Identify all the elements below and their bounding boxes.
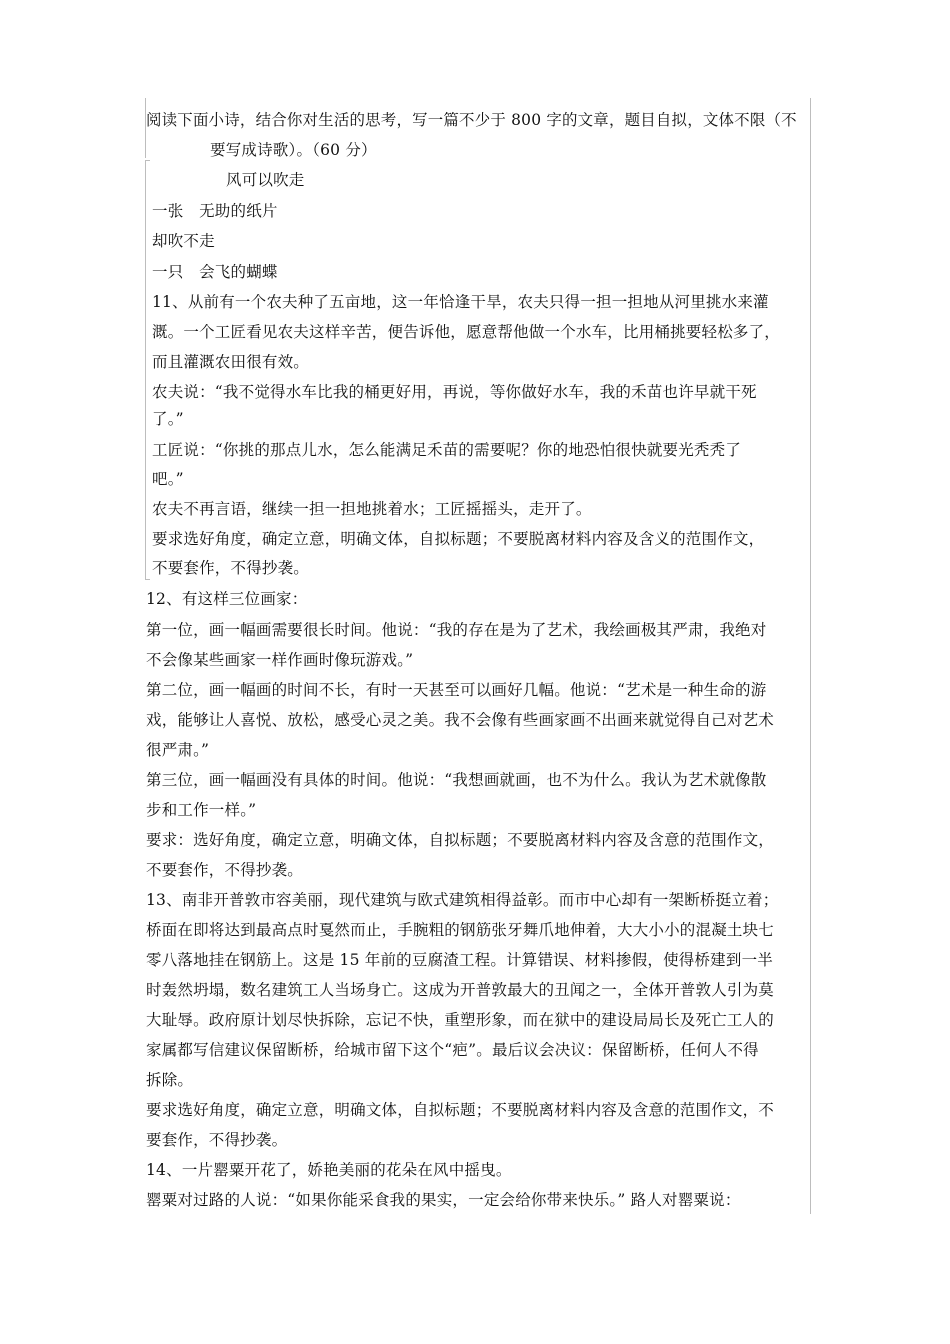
q11-line-9: 要求选好角度，确定立意，明确文体，自拟标题；不要脱离材料内容及含义的范围作文， (152, 530, 765, 548)
q11-line-5: 了。” (152, 410, 184, 428)
q11-line-4: 农夫说：“我不觉得水车比我的桶更好用，再说，等你做好水车，我的禾苗也许早就干死 (152, 383, 757, 401)
q13-line-7: 拆除。 (146, 1071, 194, 1089)
poem-line-4: 一只 会飞的蝴蝶 (152, 263, 278, 281)
q13-line-9: 要套作，不得抄袭。 (146, 1131, 288, 1149)
q12-line-1: 12、有这样三位画家： (146, 590, 308, 608)
q12-line-2: 第一位，画一幅画需要很长时间。他说：“我的存在是为了艺术，我绘画极其严肃，我绝对 (146, 621, 767, 639)
q13-line-6: 家属都写信建议保留断桥，给城市留下这个“疤”。最后议会决议：保留断桥，任何人不得 (146, 1041, 759, 1059)
q12-line-6: 很严肃。” (146, 741, 210, 759)
q11-line-8: 农夫不再言语，继续一担一担地挑着水；工匠摇摇头，走开了。 (152, 500, 592, 518)
q12-line-9: 要求：选好角度，确定立意，明确文体，自拟标题；不要脱离材料内容及含意的范围作文， (146, 831, 775, 849)
poem-line-1: 风可以吹走 (226, 171, 305, 189)
q11-line-3: 而且灌溉农田很有效。 (152, 353, 310, 371)
q13-line-3: 零八落地挂在钢筋上。这是 15 年前的豆腐渣工程。计算错误、材料掺假，使得桥建到一半 (146, 951, 773, 969)
q13-line-2: 桥面在即将达到最高点时戛然而止，手腕粗的钢筋张牙舞爪地伸着，大大小小的混凝土块七 (146, 921, 775, 939)
prompt-line-1: 阅读下面小诗，结合你对生活的思考，写一篇不少于 800 字的文章，题目自拟，文体不限（不 (146, 111, 797, 129)
poem-line-3: 却吹不走 (152, 232, 215, 250)
inner-cell-border (145, 160, 150, 580)
q14-line-1: 14、一片罂粟开花了，娇艳美丽的花朵在风中摇曳。 (146, 1161, 512, 1179)
q14-line-2: 罂粟对过路的人说：“如果你能采食我的果实，一定会给你带来快乐。” 路人对罂粟说： (146, 1191, 741, 1209)
q11-line-7: 吧。” (152, 470, 184, 488)
q13-line-5: 大耻辱。政府原计划尽快拆除，忘记不快，重塑形象，而在狱中的建设局局长及死亡工人的 (146, 1011, 775, 1029)
prompt-line-2: 要写成诗歌）。（60 分） (210, 141, 377, 159)
q12-line-7: 第三位，画一幅画没有具体的时间。他说：“我想画就画，也不为什么。我认为艺术就像散 (146, 771, 767, 789)
q12-line-5: 戏，能够让人喜悦、放松，感受心灵之美。我不会像有些画家画不出画来就觉得自己对艺术 (146, 711, 775, 729)
q12-line-3: 不会像某些画家一样作画时像玩游戏。” (146, 651, 414, 669)
q13-line-1: 13、南非开普敦市容美丽，现代建筑与欧式建筑相得益彰。而市中心却有一架断桥挺立着； (146, 891, 779, 909)
q12-line-4: 第二位，画一幅画的时间不长，有时一天甚至可以画好几幅。他说：“艺术是一种生命的游 (146, 681, 767, 699)
q12-line-8: 步和工作一样。” (146, 801, 257, 819)
q11-line-6: 工匠说：“你挑的那点儿水，怎么能满足禾苗的需要呢？你的地恐怕很快就要光秃秃了 (152, 441, 742, 459)
q13-line-4: 时轰然坍塌，数名建筑工人当场身亡。这成为开普敦最大的丑闻之一，全体开普敦人引为莫 (146, 981, 775, 999)
poem-line-2: 一张 无助的纸片 (152, 202, 278, 220)
q13-line-8: 要求选好角度，确定立意，明确文体，自拟标题；不要脱离材料内容及含意的范围作文，不 (146, 1101, 775, 1119)
q11-line-10: 不要套作，不得抄袭。 (152, 559, 310, 577)
q11-line-1: 11、从前有一个农夫种了五亩地，这一年恰逢干旱，农夫只得一担一担地从河里挑水来灌 (152, 293, 769, 311)
q12-line-10: 不要套作，不得抄袭。 (146, 861, 304, 879)
q11-line-2: 溉。一个工匠看见农夫这样辛苦，便告诉他，愿意帮他做一个水车，比用桶挑要轻松多了， (152, 323, 781, 341)
table-right-border (810, 98, 811, 1214)
